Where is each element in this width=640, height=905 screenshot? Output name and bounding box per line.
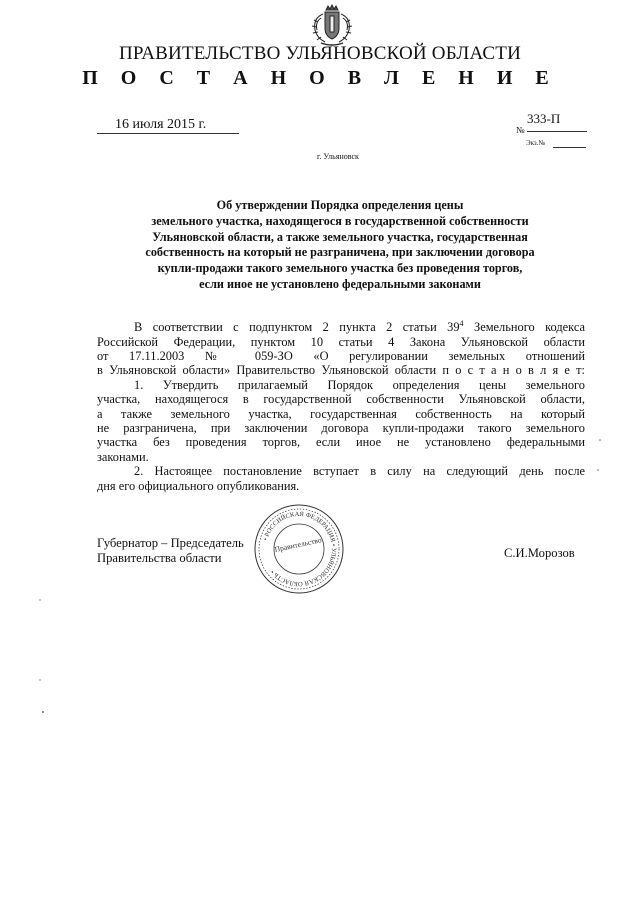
- document-number: 333-П: [527, 111, 561, 126]
- document-heading: [100, 198, 580, 293]
- heading-line: Ульяновской области, а также земельного участка, государственная: [152, 229, 528, 244]
- copy-number-label: Экз.№: [526, 139, 546, 147]
- signer-title-line: Губернатор – Председатель: [97, 536, 244, 550]
- heading-line: земельного участка, находящегося в государственной собственности: [151, 213, 529, 228]
- document-body: [97, 317, 585, 493]
- document-date: 16 июля 2015 г.: [115, 117, 207, 132]
- date-underline: [97, 133, 239, 134]
- number-label: №: [516, 125, 525, 135]
- paragraph-line: участка, находящегося в государственной собственности Ульяновской области,: [97, 392, 585, 407]
- paragraph-line: от 17.11.2003 № 059-ЗО «О регулировании земельных отношений: [97, 348, 585, 363]
- paragraph-line: а также земельного участка, государственная собственность на который: [97, 406, 585, 421]
- coat-of-arms-emblem: [309, 4, 355, 48]
- paragraph-line: участка без проведения торгов, если иное не установлено федеральными: [97, 435, 585, 450]
- paragraph-line: 1. Утвердить прилагаемый Порядок определения цены земельного: [134, 377, 585, 392]
- number-underline: [527, 131, 587, 132]
- stamp-text: Правительство: [273, 535, 323, 554]
- heading-line: собственность на который не разграничена, при заключении договора: [145, 245, 535, 260]
- official-stamp: [253, 503, 345, 595]
- government-title: ПРАВИТЕЛЬСТВО УЛЬЯНОВСКОЙ ОБЛАСТИ: [118, 43, 522, 64]
- copy-number-underline: [553, 147, 586, 148]
- heading-line: Об утверждении Порядка определения цены: [216, 198, 464, 212]
- paragraph-line: не разграничена, при заключении договора купли-продажи такого земельного: [97, 420, 585, 435]
- document-type: П О С Т А Н О В Л Е Н И Е: [82, 67, 558, 89]
- superscript: 4: [459, 319, 464, 328]
- signer-title-line: Правительства области: [97, 551, 222, 565]
- heading-line: если иное не установлено федеральными законами: [199, 276, 481, 291]
- paragraph-line: дня его официального опубликования.: [97, 478, 300, 493]
- heading-line: купли-продажи такого земельного участка без проведения торгов,: [157, 261, 523, 276]
- signer-name: С.И.Морозов: [504, 546, 575, 560]
- paragraph-line: в Ульяновской области» Правительство Ульяновской области п о с т а н о в л я е т:: [97, 363, 585, 378]
- paragraph-line: 2. Настоящее постановление вступает в силу на следующий день после: [134, 464, 585, 479]
- paragraph-line: законами.: [97, 449, 149, 464]
- signer-title: [97, 536, 244, 566]
- svg-text:• РОССИЙСКАЯ ФЕДЕРАЦИЯ • УЛЬЯН: • РОССИЙСКАЯ ФЕДЕРАЦИЯ • УЛЬЯНОВСКАЯ ОБЛАСТЬ •: [262, 510, 338, 588]
- paragraph-line: Российской Федерации, пунктом 10 статьи 4 Закона Ульяновской области: [97, 334, 585, 349]
- city-name: г. Ульяновск: [317, 152, 359, 161]
- paragraph-line: В соответствии с подпунктом 2 пункта 2 статьи $39^4$ Земельного кодекса: [134, 319, 585, 335]
